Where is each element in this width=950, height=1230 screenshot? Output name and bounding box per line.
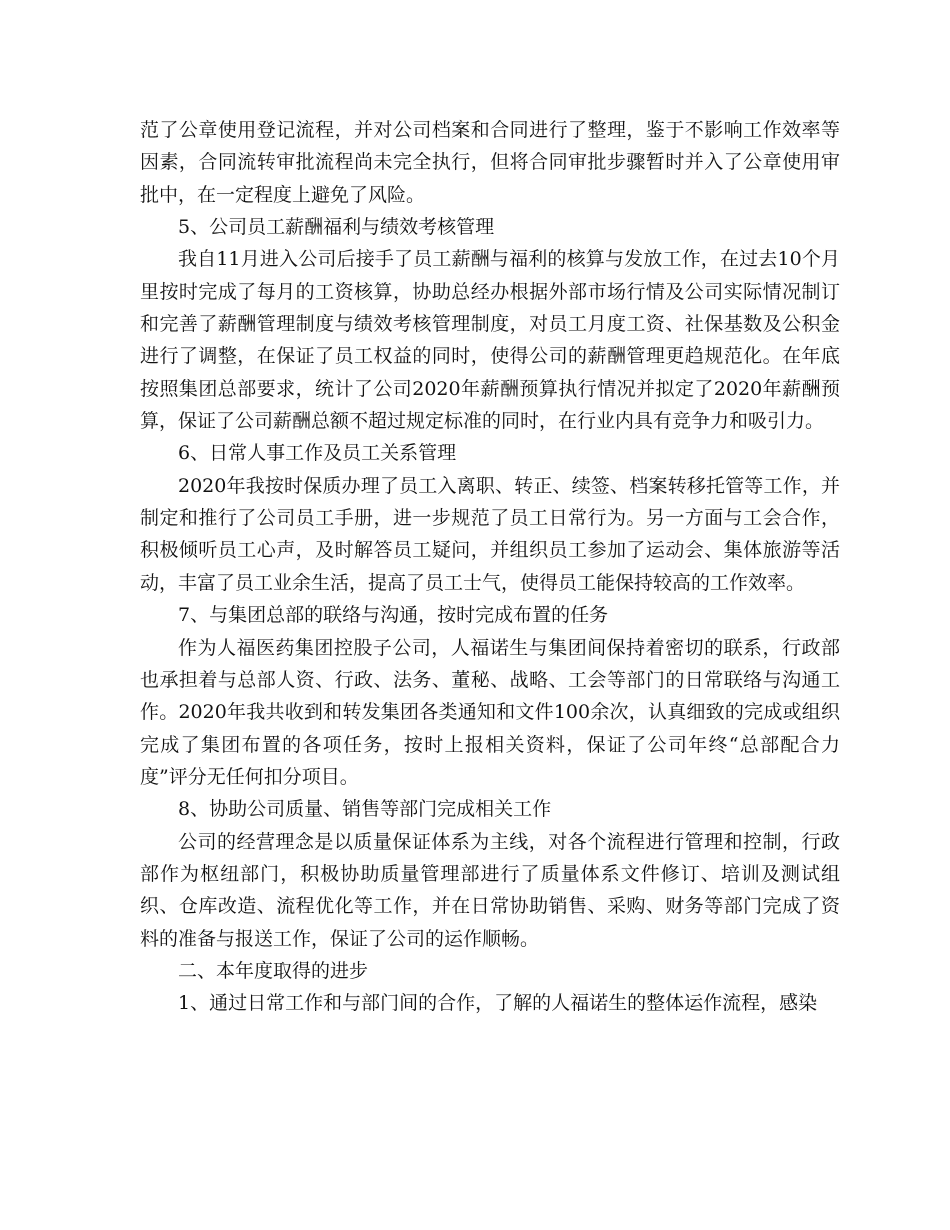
paragraph-continuation: 范了公章使用登记流程，并对公司档案和合同进行了整理，鉴于不影响工作效率等因素，合同流转审批流程尚未完全执行，但将合同审批步骤暂时并入了公章使用审批中，在一定程度上避免了风险。 [140, 119, 840, 206]
paragraph-progress-1: 1、通过日常工作和与部门间的合作，了解的人福诺生的整体运作流程，感染 [178, 992, 818, 1015]
section-heading-7: 7、与集团总部的联络与沟通，按时完成布置的任务 [178, 604, 609, 627]
paragraph-salary-benefits: 我自11月进入公司后接手了员工薪酬与福利的核算与发放工作，在过去10个月里按时完成了每月的工资核算，协助总经办根据外部市场行情及公司实际情况制订和完善了薪酬管理制度与绩效考核管理制度，对员工月度工资、社保基数及公积金进行了调整，在保证了员工权益的同时，使得公司的薪酬管理更趋规范化。在年底按照集团总部要求，统计了公司2020年薪酬预算执行情况并拟定了2020年薪酬预算，保证了公司薪酬总额不超过规定标准的同时，在行业内具有竞争力和吸引力。 [140, 248, 840, 433]
paragraph-group-liaison: 作为人福医药集团控股子公司，人福诺生与集团间保持着密切的联系，行政部也承担着与总部人资、行政、法务、董秘、战略、工会等部门的日常联络与沟通工作。2020年我共收到和转发集团各类通知和文件100余次，认真细致的完成或组织完成了集团布置的各项任务，按时上报相关资料，保证了公司年终“总部配合力度”评分无任何扣分项目。 [140, 636, 840, 788]
section-heading-6: 6、日常人事工作及员工关系管理 [178, 442, 457, 465]
section-heading-progress: 二、本年度取得的进步 [178, 959, 369, 982]
section-heading-5: 5、公司员工薪酬福利与绩效考核管理 [178, 216, 495, 239]
paragraph-hr-relations: 2020年我按时保质办理了员工入离职、转正、续签、档案转移托管等工作，并制定和推行了公司员工手册，进一步规范了员工日常行为。另一方面与工会合作，积极倾听员工心声，及时解答员工疑问，并组织员工参加了运动会、集体旅游等活动，丰富了员工业余生活，提高了员工士气，使得员工能保持较高的工作效率。 [140, 474, 840, 594]
section-heading-8: 8、协助公司质量、销售等部门完成相关工作 [178, 798, 552, 821]
document-body [140, 114, 840, 1020]
paragraph-cross-department: 公司的经营理念是以质量保证体系为主线，对各个流程进行管理和控制，行政部作为枢纽部门，积极协助质量管理部进行了质量体系文件修订、培训及测试组织、仓库改造、流程优化等工作，并在日常协助销售、采购、财务等部门完成了资料的准备与报送工作，保证了公司的运作顺畅。 [140, 830, 840, 950]
